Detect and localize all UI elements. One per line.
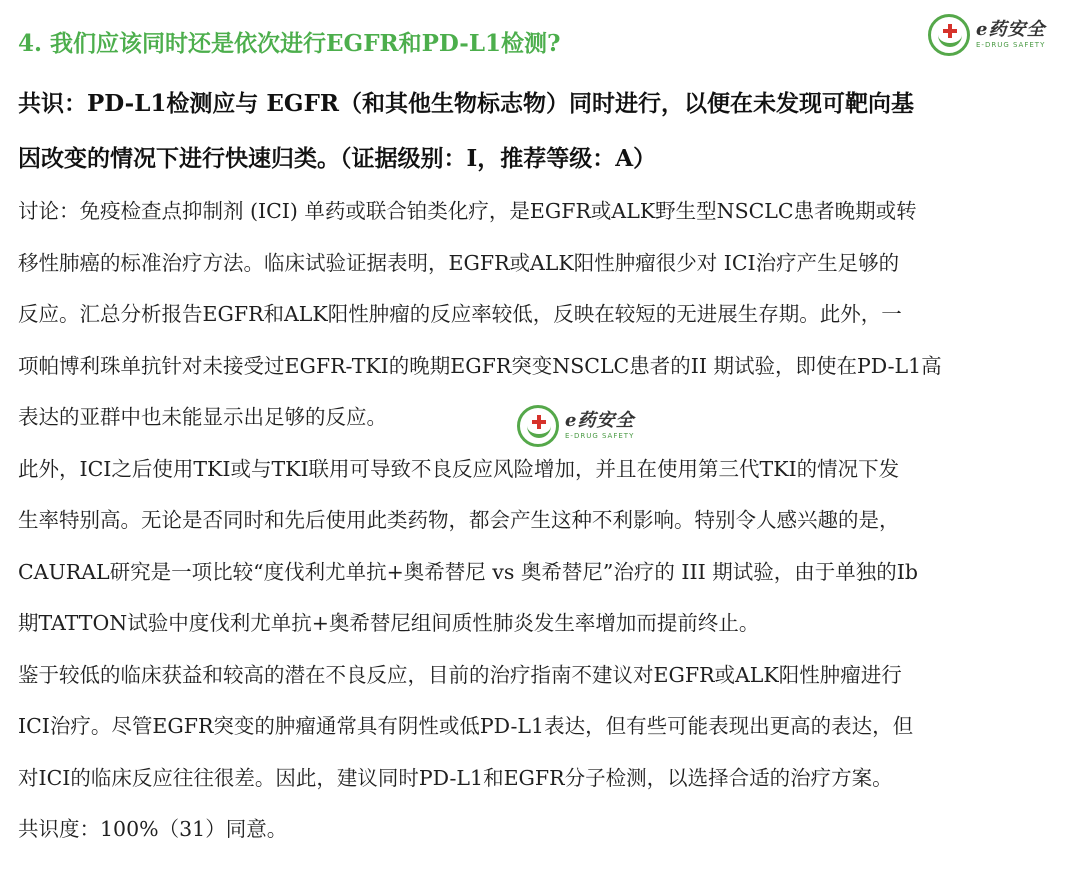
- agreement-paragraph: [18, 804, 1068, 856]
- text-line: 期TATTON试验中度伐利尤单抗+奥希替尼组间质性肺炎发生率增加而提前终止。: [18, 611, 760, 635]
- logo-name: e药安全: [976, 19, 1046, 40]
- section-heading: 4. 我们应该同时还是依次进行EGFR和PD-L1检测?: [18, 30, 561, 57]
- text-line: 对ICI的临床反应往往很差。因此，建议同时PD-L1和EGFR分子检测，以选择合适的治疗方案。: [18, 765, 893, 790]
- e-drug-safety-watermark: [517, 405, 634, 447]
- medical-cross-hand-icon: [517, 405, 559, 447]
- recommendation-paragraph: [18, 650, 1068, 805]
- consensus-line: 共识：PD-L1检测应与 EGFR（和其他生物标志物）同时进行，以便在未发现可靶向基: [18, 90, 915, 117]
- logo-name: e药安全: [565, 410, 635, 431]
- text-line: 反应。汇总分析报告EGFR和ALK阳性肿瘤的反应率较低，反映在较短的无进展生存期。此外，一: [18, 302, 902, 326]
- text-line: 移性肺癌的标准治疗方法。临床试验证据表明，EGFR或ALK阳性肿瘤很少对 ICI治疗产生足够的: [18, 250, 900, 275]
- adverse-reaction-paragraph: [18, 444, 1068, 650]
- text-line: 讨论：免疫检查点抑制剂 (ICI) 单药或联合铂类化疗，是EGFR或ALK野生型NSCLC患者晚期或转: [18, 199, 917, 223]
- text-line: 表达的亚群中也未能显示出足够的反应。: [18, 405, 387, 429]
- text-line: CAURAL研究是一项比较“度伐利尤单抗+奥希替尼 vs 奥希替尼”治疗的 III 期试验，由于单独的Ib: [18, 559, 918, 584]
- consensus-statement: [18, 76, 1068, 186]
- text-line: 项帕博利珠单抗针对未接受过EGFR-TKI的晚期EGFR突变NSCLC患者的II 期试验，即使在PD-L1高: [18, 353, 942, 378]
- text-line: 此外，ICI之后使用TKI或与TKI联用可导致不良反应风险增加，并且在使用第三代TKI的情况下发: [18, 456, 900, 481]
- logo-subtitle: E-DRUG SAFETY: [976, 41, 1046, 49]
- logo-subtitle: E-DRUG SAFETY: [565, 432, 635, 440]
- text-line: ICI治疗。尽管EGFR突变的肿瘤通常具有阴性或低PD-L1表达，但有些可能表现出更高的表达，但: [18, 714, 914, 738]
- text-line: 鉴于较低的临床获益和较高的潜在不良反应，目前的治疗指南不建议对EGFR或ALK阳性肿瘤进行: [18, 662, 902, 687]
- text-line: 共识度：100%（31）同意。: [18, 817, 288, 841]
- consensus-line: 因改变的情况下进行快速归类。（证据级别：I，推荐等级：A）: [18, 145, 657, 172]
- text-line: 生率特别高。无论是否同时和先后使用此类药物，都会产生这种不利影响。特别令人感兴趣的是，: [18, 508, 900, 532]
